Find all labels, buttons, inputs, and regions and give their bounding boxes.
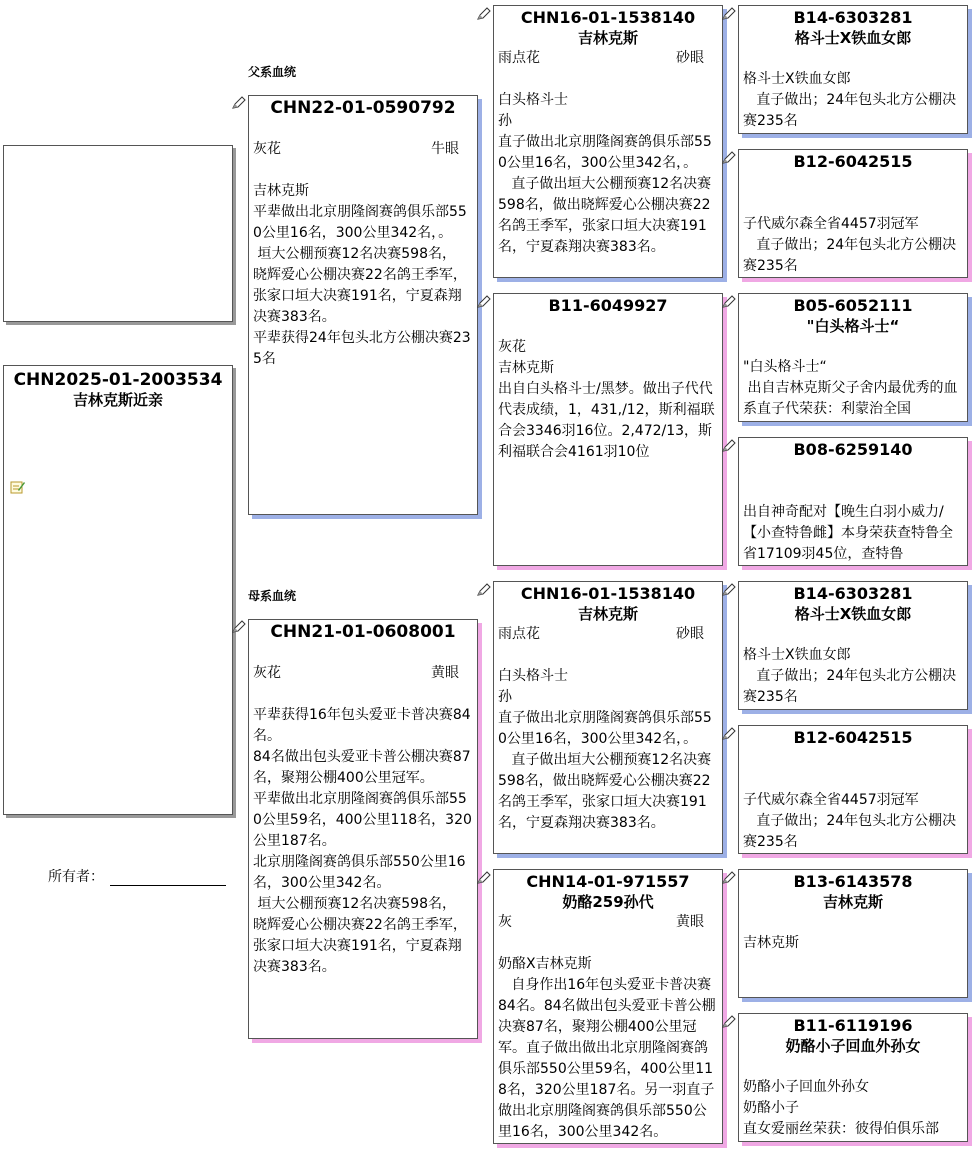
dss-name: 格斗士X铁血女郎 xyxy=(794,605,912,623)
ddd-card xyxy=(738,1013,968,1142)
photo-box xyxy=(3,145,233,322)
sds-notes: "白头格斗士“ 出自吉林克斯父子舍内最优秀的血系直子代荣获：利蒙治全国 xyxy=(743,359,958,417)
subject-name: 吉林克斯近亲 xyxy=(72,391,163,409)
dam-dam-card xyxy=(493,869,723,1144)
sire-sire-card xyxy=(493,5,723,278)
sd-id: B11-6049927 xyxy=(548,296,668,315)
edit-pencil-icon[interactable] xyxy=(477,583,491,597)
edit-pencil-icon[interactable] xyxy=(232,620,246,634)
dam-eye: 黄眼 xyxy=(431,665,459,681)
dss-card xyxy=(738,581,968,710)
ssd-card xyxy=(738,149,968,278)
sss-id: B14-6303281 xyxy=(793,8,913,27)
sd-notes: 吉林克斯 出自白头格斗士/黑梦。做出子代代代表成绩，1，431,/12，斯利福联合会3346羽16位。2,472/13，斯利福联合会4161羽10位 xyxy=(498,360,715,460)
ss-notes: 白头格斗士 孙 直子做出北京朋隆阁赛鸽俱乐部550公里16名，300公里342名，。 直子做出垣大公棚预赛12名决赛598名，做出晓辉爱心公棚决赛22名鸽王季军，张家口垣大决赛191名，宁夏森翔决赛383名。 xyxy=(498,92,712,255)
note-edit-icon[interactable] xyxy=(10,479,26,495)
sss-card xyxy=(738,5,968,134)
ddd-notes: 奶酪小子回血外孙女 奶酪小子 直女爱丽丝荣获：彼得伯俱乐部 xyxy=(743,1079,939,1137)
edit-pencil-icon[interactable] xyxy=(722,583,736,597)
dds-card xyxy=(738,869,968,998)
ssd-notes: 子代威尔森全省4457羽冠军 直子做出；24年包头北方公棚决赛235名 xyxy=(743,216,957,274)
sire-notes: 吉林克斯 平辈做出北京朋隆阁赛鸽俱乐部550公里16名，300公里342名，。 垣大公棚预赛12名决赛598名， 晓辉爱心公棚决赛22名鸽王季军， 张家口垣大决赛191名，宁夏森翔决赛383名。 平辈获得24年包头北方公棚决赛235名 xyxy=(253,183,471,367)
sss-notes: 格斗士X铁血女郎 直子做出；24年包头北方公棚决赛235名 xyxy=(743,71,957,129)
sdd-notes: 出自神奇配对【晚生白羽小威力/【小查特鲁雌】本身荣获查特鲁全省17109羽45位，查特鲁 xyxy=(743,504,953,562)
dd-eye: 黄眼 xyxy=(676,914,704,930)
dd-notes: 奶酪X吉林克斯 自身作出16年包头爱亚卡普决赛84名。84名做出包头爱亚卡普公棚决赛87名，聚翔公棚400公里冠军。直子做出做出北京朋隆阁赛鸽俱乐部550公里59名，400公里118名，320公里187名。另一羽直子做出北京朋隆阁赛鸽俱乐部550公里16名，300公里342名。 xyxy=(498,956,716,1140)
ddd-id: B11-6119196 xyxy=(793,1016,913,1035)
dam-color: 灰花 xyxy=(253,665,281,681)
dam-line-label: 母系血统 xyxy=(248,589,297,603)
sire-eye: 牛眼 xyxy=(431,141,459,157)
dsd-card xyxy=(738,725,968,854)
dam-id: CHN21-01-0608001 xyxy=(270,622,456,642)
sire-dam-card xyxy=(493,293,723,566)
subject-id: CHN2025-01-2003534 xyxy=(13,370,223,390)
owner-input[interactable] xyxy=(110,869,226,886)
subject-card xyxy=(3,365,233,815)
sire-card xyxy=(248,95,478,515)
edit-pencil-icon[interactable] xyxy=(722,727,736,741)
dds-notes: 吉林克斯 xyxy=(743,935,799,951)
dss-id: B14-6303281 xyxy=(793,584,913,603)
ssd-id: B12-6042515 xyxy=(793,152,913,171)
ss-eye: 砂眼 xyxy=(676,50,704,66)
edit-pencil-icon[interactable] xyxy=(722,295,736,309)
dd-id: CHN14-01-971557 xyxy=(526,872,690,891)
sss-name: 格斗士X铁血女郎 xyxy=(794,29,912,47)
dds-id: B13-6143578 xyxy=(793,872,913,891)
dsd-id: B12-6042515 xyxy=(793,728,913,747)
sdd-card xyxy=(738,437,968,566)
sire-id: CHN22-01-0590792 xyxy=(270,98,456,118)
edit-pencil-icon[interactable] xyxy=(477,871,491,885)
sire-color: 灰花 xyxy=(253,141,281,157)
edit-pencil-icon[interactable] xyxy=(722,871,736,885)
sds-card xyxy=(738,293,968,422)
ddd-name: 奶酪小子回血外孙女 xyxy=(785,1037,921,1055)
sire-line-label: 父系血统 xyxy=(248,65,297,79)
dds-name: 吉林克斯 xyxy=(822,893,883,911)
dam-card xyxy=(248,619,478,1039)
edit-pencil-icon[interactable] xyxy=(722,1015,736,1029)
ds-id: CHN16-01-1538140 xyxy=(520,584,696,603)
dd-color: 灰 xyxy=(498,914,512,930)
dam-notes: 平辈获得16年包头爱亚卡普决赛84名。 84名做出包头爱亚卡普公棚决赛87名，聚翔公棚400公里冠军。 平辈做出北京朋隆阁赛鸽俱乐部550公里59名，400公里118名，320公里187名。 北京朋隆阁赛鸽俱乐部550公里16名，300公里342名。 垣大公棚预赛12名决赛598名， 晓辉爱心公棚决赛22名鸽王季军， 张家口垣大决赛191名，宁夏森翔决赛383名。 xyxy=(253,707,472,975)
sds-id: B05-6052111 xyxy=(793,296,913,315)
sdd-id: B08-6259140 xyxy=(793,440,913,459)
owner-field xyxy=(48,866,226,886)
ds-name: 吉林克斯 xyxy=(577,605,638,623)
ds-eye: 砂眼 xyxy=(676,626,704,642)
edit-pencil-icon[interactable] xyxy=(722,151,736,165)
dd-name: 奶酪259孙代 xyxy=(562,893,654,911)
ss-name: 吉林克斯 xyxy=(577,29,638,47)
owner-label: 所有者： xyxy=(48,869,104,885)
sds-name: "白头格斗士“ xyxy=(806,317,900,335)
ss-color: 雨点花 xyxy=(498,50,540,66)
edit-pencil-icon[interactable] xyxy=(477,7,491,21)
edit-pencil-icon[interactable] xyxy=(722,7,736,21)
edit-pencil-icon[interactable] xyxy=(232,96,246,110)
edit-pencil-icon[interactable] xyxy=(722,439,736,453)
edit-pencil-icon[interactable] xyxy=(477,295,491,309)
dam-sire-card xyxy=(493,581,723,854)
ss-id: CHN16-01-1538140 xyxy=(520,8,696,27)
sd-color: 灰花 xyxy=(498,339,526,355)
ds-notes: 白头格斗士 孙 直子做出北京朋隆阁赛鸽俱乐部550公里16名，300公里342名，。 直子做出垣大公棚预赛12名决赛598名，做出晓辉爱心公棚决赛22名鸽王季军，张家口垣大决赛191名，宁夏森翔决赛383名。 xyxy=(498,668,712,831)
ds-color: 雨点花 xyxy=(498,626,540,642)
dsd-notes: 子代威尔森全省4457羽冠军 直子做出；24年包头北方公棚决赛235名 xyxy=(743,792,957,850)
dss-notes: 格斗士X铁血女郎 直子做出；24年包头北方公棚决赛235名 xyxy=(743,647,957,705)
